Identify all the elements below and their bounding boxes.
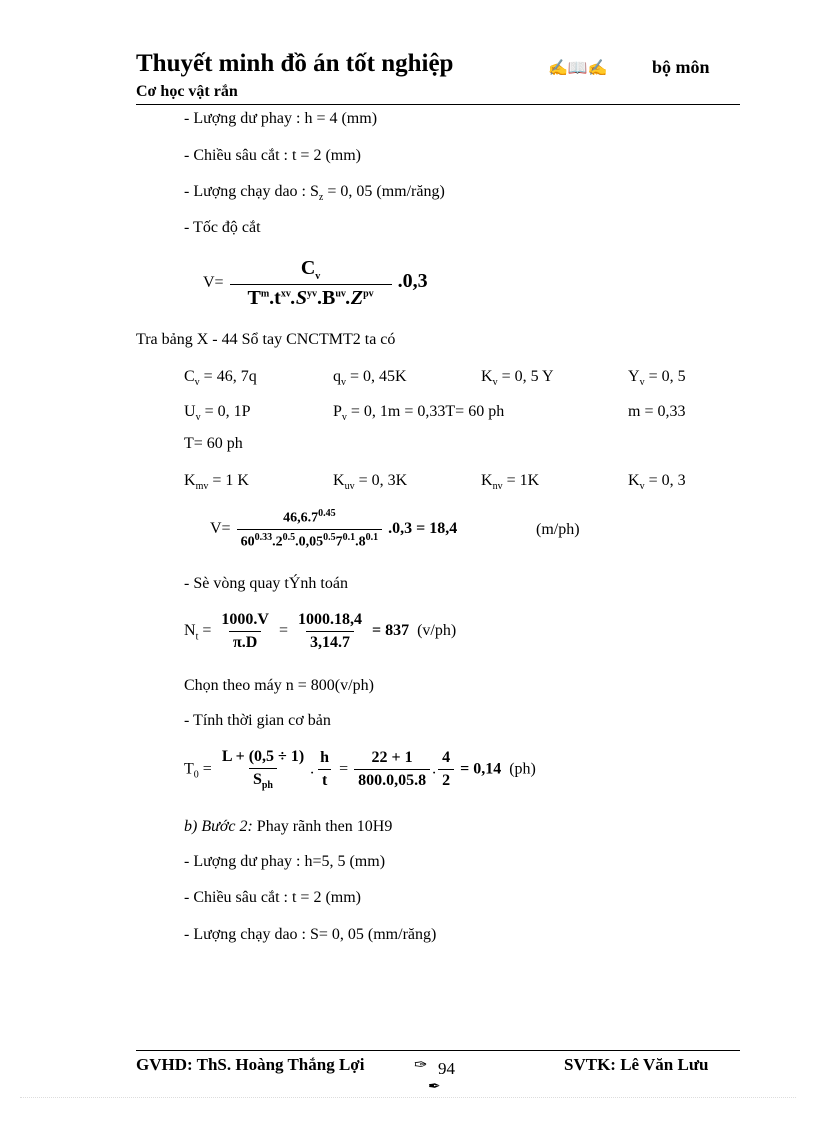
header-rule xyxy=(136,104,740,105)
scroll-icon: ✒ xyxy=(428,1079,441,1095)
coef-cell: $K_{mv} = 1$ K xyxy=(184,472,249,493)
coef-cell: $K_{uv} = 0$, 3K xyxy=(333,472,408,493)
coef-cell: $U_v = 0$, 1P xyxy=(184,403,251,424)
coef-cell: $K_v = 0$, 3 xyxy=(628,472,686,493)
cutting-speed-formula: V= $\frac{C_v}{T^m.t^{xv}.S^{yv}.B^{uv}.Z^{pv}}$ .0,3 xyxy=(203,257,428,309)
text-line: - Lượng chạy dao : $S_z = 0$, 05 (mm/răng) xyxy=(184,183,445,204)
coef-cell: $K_v = 0$, 5 Y xyxy=(481,368,554,389)
text-line: - Chiều sâu cắt : t = 2 (mm) xyxy=(184,147,361,164)
page-number: 94 xyxy=(438,1059,455,1078)
spindle-speed-formula: $N_t$ = $\frac{1000.V}{\pi.D}$ = $\frac{1000.18,4}{3,14.7}$ = 837 (v/ph) xyxy=(184,611,457,651)
page-edge xyxy=(20,1097,796,1098)
coef-cell: $q_v = 0$, 45K xyxy=(333,368,407,389)
step-heading: b) Bước 2: Phay rãnh then 10H9 xyxy=(184,818,393,835)
coef-cell: $Y_v = 0$, 5 xyxy=(628,368,686,389)
machining-time-formula: $T_0$ = $\frac{L + (0,5 \div 1)}{S_{ph}}$ . $\frac{h}{t}$ = $\frac{22 + 1}{800.0,05.8}$ . $\frac{4}{2}$ = 0,14 (ph) xyxy=(184,748,536,792)
supervisor-label: GVHD: ThS. Hoàng Thắng Lợi xyxy=(136,1055,365,1074)
text-line: T= 60 ph xyxy=(184,435,243,452)
coef-cell: m = 0,33 xyxy=(628,403,686,420)
text-line: - Chiều sâu cắt : t = 2 (mm) xyxy=(184,889,361,906)
department-label: bộ môn xyxy=(652,57,710,77)
coef-cell: $P_v = 0$, 1m = 0,33T= 60 ph xyxy=(333,403,505,424)
text-line: - Lượng dư phay : h = 4 (mm) xyxy=(184,110,378,127)
student-label: SVTK: Lê Văn Lưu xyxy=(564,1055,709,1074)
text-line: - Lượng dư phay : h=5, 5 (mm) xyxy=(184,853,386,870)
text-line: Chọn theo máy n = 800(v/ph) xyxy=(184,677,374,694)
text-line: - Tính thời gian cơ bản xyxy=(184,712,331,729)
text-line: - Tốc độ cắt xyxy=(184,219,261,236)
cutting-speed-calculation: V= $\frac{46,6.7^{0.45}}{60^{0.33}.2^{0.5}.0,05^{0.5}7^{0.1}.8^{0.1}}$ .0,3 = 18,4 xyxy=(210,508,458,550)
text-line: - Sè vòng quay tÝnh toán xyxy=(184,575,348,592)
text-line: - Lượng chạy dao : S= 0, 05 (mm/răng) xyxy=(184,926,437,943)
unit-label: (m/ph) xyxy=(536,521,580,538)
book-pen-icon: ✍📖✍ xyxy=(548,60,608,77)
footer-rule xyxy=(136,1050,740,1051)
coef-cell: $K_{nv} = 1K$ xyxy=(481,472,540,493)
coef-cell: $C_v = 46$, 7q xyxy=(184,368,257,389)
text-line: Tra bảng X - 44 Sổ tay CNCTMT2 ta có xyxy=(136,331,396,348)
document-title: Thuyết minh đồ án tốt nghiệp xyxy=(136,50,454,77)
subject-label: Cơ học vật rắn xyxy=(136,83,238,100)
scroll-icon: ✑ xyxy=(414,1057,428,1074)
